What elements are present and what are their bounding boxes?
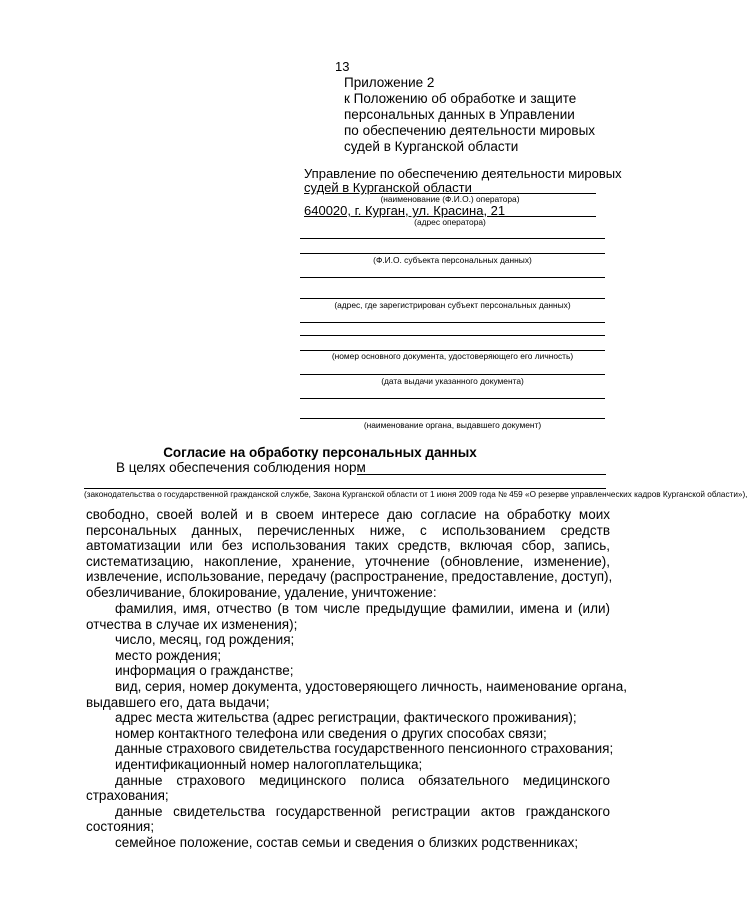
consent-title: Согласие на обработку персональных данных	[163, 445, 477, 460]
paragraph-line: свободно, своей волей и в своем интересе даю согласие на обработку моих	[86, 507, 610, 522]
list-item: место рождения;	[115, 647, 222, 663]
list-item: номер контактного телефона или сведения о других способах связи;	[115, 725, 547, 741]
list-item: семейное положение, состав семьи и сведения о близких родственниках;	[115, 834, 579, 850]
subject-fio-caption: (Ф.И.О. субъекта персональных данных)	[373, 255, 532, 265]
appendix-line: персональных данных в Управлении	[344, 107, 575, 122]
personal-data-list	[86, 601, 627, 851]
list-item-continuation: выдавшего его, дата выдачи;	[86, 694, 270, 710]
operator-address-caption: (адрес оператора)	[414, 217, 486, 227]
paragraph-line: обезличивание, блокирование, удаление, уничтожение:	[86, 584, 437, 600]
subject-address-line-1[interactable]	[300, 277, 605, 278]
consent-paragraph	[86, 507, 613, 601]
paragraph-line: извлечение, использование, передачу (распространение, предоставление, доступ),	[86, 569, 613, 585]
list-item: вид, серия, номер документа, удостоверяющего личность, наименование органа,	[115, 678, 627, 694]
consent-intro: В целях обеспечения соблюдения норм	[116, 460, 366, 475]
subject-document-caption: (номер основного документа, удостоверяющего его личность)	[331, 351, 574, 361]
paragraph-line: автоматизации или без использования таких средств, включая сбор, запись,	[86, 538, 610, 554]
list-item: идентификационный номер налогоплательщика;	[115, 756, 423, 772]
list-item: данные страхового свидетельства государственного пенсионного страхования;	[115, 741, 614, 757]
subject-issuer-caption: (наименование органа, выдавшего документ)	[363, 420, 542, 430]
subject-issue-date-caption: (дата выдачи указанного документа)	[381, 376, 524, 386]
subject-address-caption: (адрес, где зарегистрирован субъект персональных данных)	[334, 300, 571, 310]
subject-issuer-line-1[interactable]	[300, 398, 605, 399]
subject-address-line-2[interactable]	[300, 298, 605, 299]
subject-fio-line-1[interactable]	[300, 238, 605, 239]
list-item: адрес места жительства (адрес регистрации, фактического проживания);	[115, 710, 577, 726]
appendix-line: судей в Курганской области	[344, 139, 519, 154]
list-item-continuation: отчества в случае их изменения);	[86, 616, 298, 632]
list-item: данные страхового медицинского полиса обязательного медицинского	[115, 772, 610, 788]
appendix-line: Приложение 2	[344, 75, 435, 90]
list-item-continuation: страхования;	[86, 788, 169, 804]
paragraph-line: персональных данных, перечисленных ниже, с использованием средств	[86, 522, 610, 538]
appendix-line: к Положению об обработке и защите	[344, 91, 577, 106]
norms-fill-line[interactable]	[357, 474, 606, 475]
subject-document-line-2[interactable]	[300, 335, 605, 336]
list-item: фамилия, имя, отчество (в том числе предыдущие фамилии, имена и (или)	[115, 601, 610, 616]
paragraph-line: систематизацию, накопление, хранение, уточнение (обновление, изменение),	[86, 553, 610, 569]
operator-address: 640020, г. Курган, ул. Красина, 21	[304, 203, 506, 218]
appendix-line: по обеспечению деятельности мировых	[344, 123, 596, 138]
page-number: 13	[335, 59, 350, 74]
list-item-continuation: состояния;	[86, 819, 155, 835]
list-item: информация о гражданстве;	[115, 663, 294, 679]
subject-document-line-1[interactable]	[300, 322, 605, 323]
subject-fio-line-2[interactable]	[300, 253, 605, 254]
list-item: число, месяц, год рождения;	[115, 632, 295, 648]
operator-name-line1: Управление по обеспечению деятельности мировых	[304, 166, 622, 181]
list-item: данные свидетельства государственной регистрации актов гражданского	[115, 803, 610, 819]
norms-fill-line-2[interactable]	[84, 488, 606, 489]
operator-name-caption: (наименование (Ф.И.О.) оператора)	[380, 194, 520, 204]
operator-name-line2: судей в Курганской области	[304, 180, 472, 195]
subject-issue-date-line[interactable]	[300, 374, 605, 375]
law-caption: (законодательства о государственной гражданской службе, Закона Курганской области от 1 июня 2009 года № 459 «О резерве управленческих кадров Курганской области»),	[84, 490, 747, 499]
subject-issuer-line-2[interactable]	[300, 418, 605, 419]
